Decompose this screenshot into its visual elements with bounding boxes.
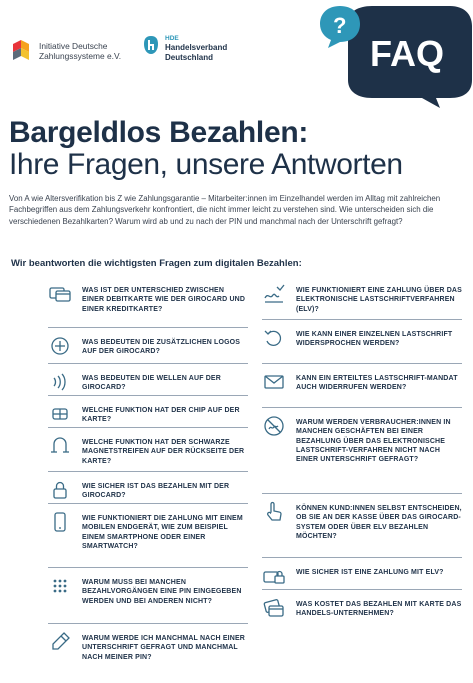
faq-question: WIE FUNKTIONIERT DIE ZAHLUNG MIT EINEM MOBILEN ENDGERÄT, WIE ZUM BEISPIEL EINEM SMARTPHONE ODER EINER SMARTWATCH? [82,515,243,550]
faq-item[interactable] [48,364,248,396]
padlock-icon [48,478,72,502]
idz-logo-text [39,41,121,61]
faq-question: WELCHE FUNKTION HAT DER CHIP AUF DER KARTE? [82,407,240,424]
intro-paragraph: Von A wie Altersverifikation bis Z wie Zahlungsgarantie – Mitarbeiter:innen im Einzelhandel werden im Alltag mit zahlreichen Fachbegriffen aus dem Zahlungsverkehr konfrontiert, die nicht immer leicht zu verstehen sind. Wie unterscheiden sich die verschiedenen Bezahlkarten? Warum wird ab und zu nach der PIN und manchmal nach der Unterschrift gefragt? [9,194,441,226]
faq-item[interactable] [48,504,248,568]
undo-arrow-icon [262,326,286,350]
faq-label: FAQ [370,33,445,74]
faq-item[interactable] [262,494,462,558]
faq-item[interactable] [48,472,248,504]
faq-item[interactable] [262,558,462,590]
faq-question: KANN EIN ERTEILTES LASTSCHRIFT-MANDAT AUCH WIDERRUFEN WERDEN? [296,375,458,392]
page-title [9,117,469,181]
hde-logo-line2: Deutschland [165,53,214,62]
hde-logo-icon [143,35,159,55]
faq-question: WIE FUNKTIONIERT EINE ZAHLUNG ÜBER DAS ELEKTRONISCHE LASTSCHRIFTVERFAHREN (ELV)? [296,287,462,313]
question-mark-icon: ? [333,13,347,38]
faq-item[interactable] [262,590,462,634]
faq-question: WAS BEDEUTEN DIE WELLEN AUF DER GIROCARD? [82,375,221,392]
no-signature-icon [262,414,286,438]
faq-badge [300,0,473,110]
faq-question: KÖNNEN KUND:INNEN SELBST ENTSCHEIDEN, OB SIE AN DER KASSE ÜBER DAS GIROCARD-SYSTEM ODER ÜBER ELV BEZAHLEN MÖCHTEN? [296,505,462,540]
faq-question: WARUM WERDEN VERBRAUCHER:INNEN IN MANCHEN GESCHÄFTEN BEI EINER BEZAHLUNG ÜBER DAS ELEKTRONISCHE LASTSCHRIFT-VERFAHREN NICHT NACH EINER UNTERSCHRIFT GEFRAGT? [296,419,451,464]
idz-logo-line1: Initiative Deutsche [39,41,108,51]
faq-item[interactable] [48,328,248,364]
lock-card-icon [262,564,286,588]
faq-item[interactable] [48,624,248,680]
faq-item[interactable] [262,320,462,364]
plus-circle-icon [48,334,72,358]
pin-keypad-icon [48,574,72,598]
faq-question: WIE SICHER IST DAS BEZAHLEN MIT DER GIROCARD? [82,483,230,500]
right-question-column [262,276,462,634]
faq-question: WELCHE FUNKTION HAT DER SCHWARZE MAGNETSTREIFEN AUF DER RÜCKSEITE DER KARTE? [82,439,245,465]
magnet-icon [48,434,72,458]
pen-signature-icon [48,630,72,654]
faq-item[interactable] [262,408,462,494]
hand-pointer-icon [262,500,286,524]
hde-logo [143,35,227,63]
idz-logo [9,38,121,64]
faq-question: WAS KOSTET DAS BEZAHLEN MIT KARTE DAS HANDELS-UNTERNEHMEN? [296,601,462,618]
contactless-waves-icon [48,370,72,394]
card-compare-icon [48,282,72,306]
signature-check-icon [262,282,286,306]
header [0,0,473,110]
faq-question: WAS BEDEUTEN DIE ZUSÄTZLICHEN LOGOS AUF DER GIROCARD? [82,339,241,356]
section-heading: Wir beantworten die wichtigsten Fragen zum digitalen Bezahlen: [11,258,302,269]
faq-item[interactable] [262,364,462,408]
idz-logo-line2: Zahlungssysteme e.V. [39,51,122,61]
envelope-icon [262,370,286,394]
faq-question: WIE KANN EINER EINZELNEN LASTSCHRIFT WIDERSPROCHEN WERDEN? [296,331,453,348]
faq-item[interactable] [262,276,462,320]
idz-logo-mark [9,38,35,64]
faq-question: WARUM WERDE ICH MANCHMAL NACH EINER UNTERSCHRIFT GEFRAGT UND MANCHMAL NACH MEINER PIN? [82,635,246,661]
left-question-column [48,276,248,680]
hde-logo-line1: Handelsverband [165,43,228,52]
title-line1: Bargeldlos Bezahlen: [9,116,309,149]
faq-item[interactable] [48,396,248,428]
faq-item[interactable] [48,276,248,328]
card-fees-icon [262,596,286,620]
faq-item[interactable] [48,428,248,472]
chip-icon [48,402,72,426]
hde-logo-text [165,35,227,63]
hde-logo-abbr: HDE [165,35,179,42]
faq-question: WIE SICHER IST EINE ZAHLUNG MIT ELV? [296,569,444,576]
title-line2: Ihre Fragen, unsere Antworten [9,148,403,181]
faq-question: WAS IST DER UNTERSCHIED ZWISCHEN EINER DEBITKARTE WIE DER GIROCARD UND EINER KREDITKARTE? [82,287,246,313]
faq-item[interactable] [48,568,248,624]
smartphone-icon [48,510,72,534]
faq-question: WARUM MUSS BEI MANCHEN BEZAHLVORGÄNGEN EINE PIN EINGEGEBEN WERDEN UND BEI ANDEREN NICHT? [82,579,242,605]
